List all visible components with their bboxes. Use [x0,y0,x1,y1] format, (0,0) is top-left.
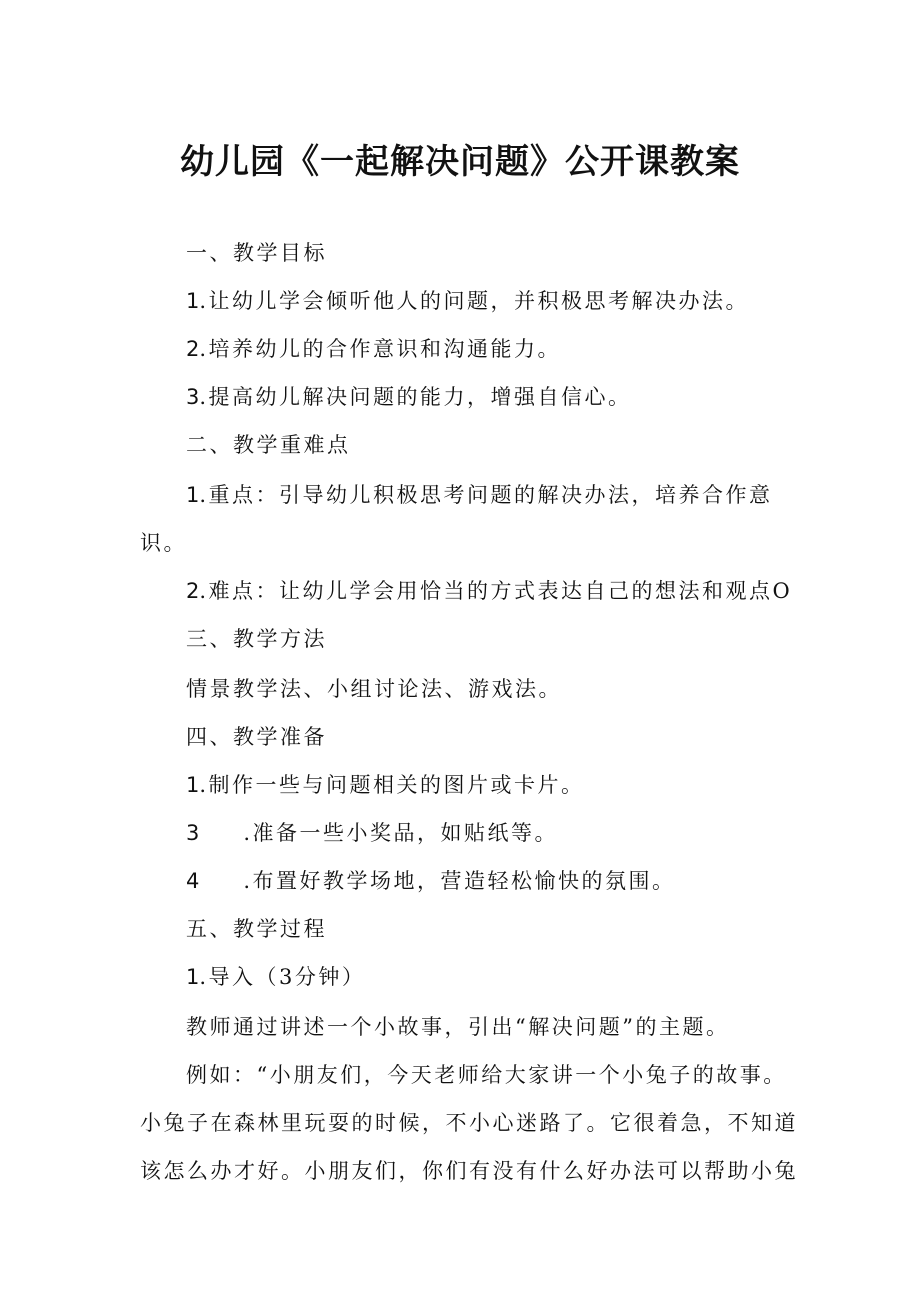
item-text: .培养幼儿的合作意识和沟通能力。 [199,337,562,361]
goal-item-3 [186,382,632,412]
item-number: 3 [186,385,200,409]
section-heading-preparation: 四、教学准备 [186,725,327,749]
item-number: 4 [186,869,200,893]
process-example-line-2: 小兔子在森林里玩耍的时候，不小心迷路了。它很着急，不知道 [140,1111,798,1135]
goal-item-2 [186,334,561,364]
item-text: .制作一些与问题相关的图片或卡片。 [199,773,585,797]
item-number: 2 [186,337,200,361]
process-step-1 [186,962,365,992]
item-text: .准备一些小奖品，如贴纸等。 [243,821,559,845]
section-heading-methods: 三、教学方法 [186,627,327,651]
methods-text: 情景教学法、小组讨论法、游戏法。 [186,677,562,701]
key-point-item-2 [186,576,792,606]
item-number: 2 [186,579,200,603]
section-heading-goals: 一、教学目标 [186,241,327,265]
section-heading-process: 五、教学过程 [186,917,327,941]
item-text: .难点：让幼儿学会用恰当的方式表达自己的想法和观点O [199,579,793,603]
section-heading-key-points: 二、教学重难点 [186,433,351,457]
item-number: 1 [186,483,200,507]
key-point-item-1 [186,480,773,510]
item-text: .导入（3分钟） [199,965,366,989]
goal-item-1 [186,286,749,316]
document-title: 幼儿园《一起解决问题》公开课教案 [180,142,740,182]
preparation-item-1 [186,770,585,800]
process-example-line-1: 例如：“小朋友们，今天老师给大家讲一个小兔子的故事。 [186,1063,787,1087]
key-point-item-1-continuation: 识。 [140,531,187,555]
item-text: .重点：引导幼儿积极思考问题的解决办法，培养合作意 [199,483,773,507]
process-example-line-3: 该怎么办才好。小朋友们，你们有没有什么好办法可以帮助小兔 [140,1159,798,1183]
item-number: 1 [186,773,200,797]
item-number: 1 [186,289,200,313]
item-text: .布置好教学场地，营造轻松愉快的氛围。 [243,869,676,893]
preparation-item-4 [186,866,676,896]
process-step-1-description: 教师通过讲述一个小故事，引出“解决问题”的主题。 [186,1015,730,1039]
item-number: 1 [186,965,200,989]
item-text: .让幼儿学会倾听他人的问题，并积极思考解决办法。 [199,289,750,313]
item-number: 3 [186,821,200,845]
item-text: .提高幼儿解决问题的能力，增强自信心。 [199,385,632,409]
preparation-item-3 [186,818,558,848]
